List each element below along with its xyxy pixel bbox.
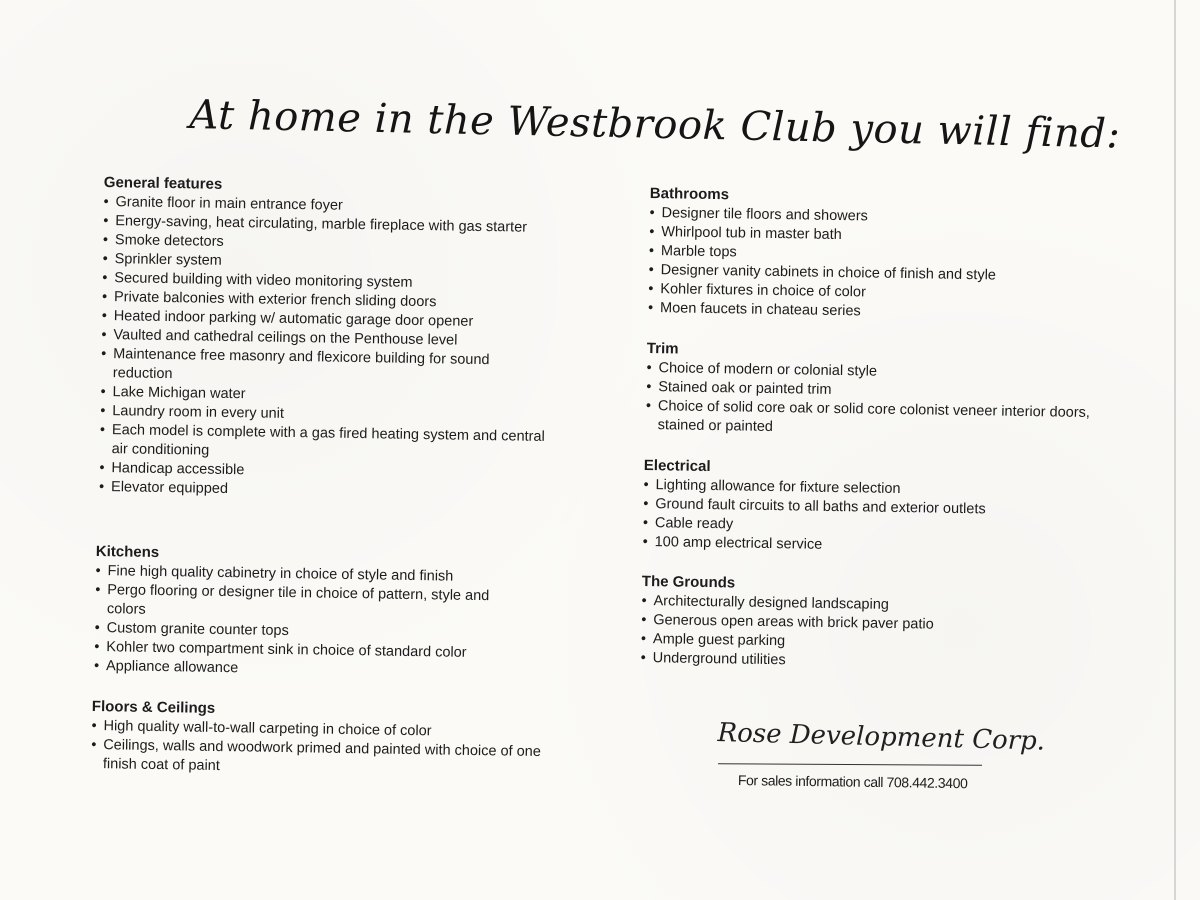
section-bathrooms [648,185,1070,325]
list-item: • Smoke detectors [103,231,553,257]
section-the-grounds [641,573,1042,674]
list-item: • Appliance allowance [94,657,524,683]
list-item: • Ceilings, walls and woodwork primed and painted with choice of one finish coat of paint [91,736,552,781]
list-item: • Lake Michigan water [100,383,550,409]
list-item: • Secured building with video monitoring system [102,269,552,295]
list-item: • Designer vanity cabinets in choice of finish and style [649,261,1069,287]
section-heading: The Grounds [641,573,736,592]
feature-list [641,592,1042,674]
list-item: • Choice of solid core oak or solid core colonist veneer interior doors, stained or painted [646,397,1097,442]
page-title: At home in the Westbrook Club you will find: [189,92,1121,158]
signature-underline [718,763,982,765]
section-electrical [643,457,1064,559]
list-item: • Maintenance free masonry and flexicore building for sound reduction [101,345,552,390]
list-item: • Kohler two compartment sink in choice of standard color [94,638,524,664]
section-trim [646,340,1097,442]
page-edge-line [1174,0,1176,900]
list-item: • Choice of modern or colonial style [646,359,1096,385]
list-item: • Heated indoor parking w/ automatic garage door opener [102,307,552,333]
list-item: • Each model is complete with a gas fired heating system and central air conditioning [100,421,551,466]
section-kitchens [94,543,526,683]
feature-list [91,717,552,781]
list-item: • High quality wall-to-wall carpeting in choice of color [91,717,551,743]
list-item: • Ample guest parking [641,630,1041,655]
list-item: • Cable ready [643,514,1063,540]
list-item: • Architecturally designed landscaping [641,592,1041,617]
list-item: • Elevator equipped [99,478,549,504]
list-item: • Vaulted and cathedral ceilings on the Penthouse level [101,326,551,352]
list-item: • 100 amp electrical service [643,533,1063,559]
section-heading: Floors & Ceilings [91,698,216,717]
section-heading: Electrical [643,457,711,476]
company-signature: Rose Development Corp. [717,718,1046,757]
feature-list [648,204,1070,325]
list-item: • Energy-saving, heat circulating, marble fireplace with gas starter [103,212,553,238]
list-item: • Generous open areas with brick paver patio [641,611,1041,636]
feature-list [94,562,526,683]
list-item: • Custom granite counter tops [95,619,525,645]
section-heading: General features [103,174,223,193]
list-item: • Pergo flooring or designer tile in choice of pattern, style and colors [95,581,526,626]
section-heading: Trim [646,340,679,358]
section-heading: Bathrooms [649,185,730,204]
list-item: • Private balconies with exterior french sliding doors [102,288,552,314]
list-item: • Fine high quality cabinetry in choice of style and finish [95,562,525,588]
list-item: • Laundry room in every unit [100,402,550,428]
list-item: • Handicap accessible [99,459,549,485]
list-item: • Ground fault circuits to all baths and exterior outlets [643,495,1063,521]
list-item: • Kohler fixtures in choice of color [648,280,1068,306]
list-item: • Sprinkler system [103,250,553,276]
feature-list [99,193,554,504]
list-item: • Lighting allowance for fixture selection [643,476,1063,502]
list-item: • Whirlpool tub in master bath [649,223,1069,249]
list-item: • Moen faucets in chateau series [648,299,1068,325]
list-item: • Stained oak or painted trim [646,378,1096,404]
list-item: • Marble tops [649,242,1069,268]
list-item: • Granite floor in main entrance foyer [103,193,553,219]
list-item: • Underground utilities [641,649,1041,674]
section-general-features [99,174,554,504]
sales-contact-info: For sales information call 708.442.3400 [737,772,968,792]
section-floors-ceilings [91,698,552,781]
feature-list [646,359,1097,442]
feature-list [643,476,1064,559]
list-item: • Designer tile floors and showers [649,204,1069,230]
section-heading: Kitchens [95,543,160,561]
